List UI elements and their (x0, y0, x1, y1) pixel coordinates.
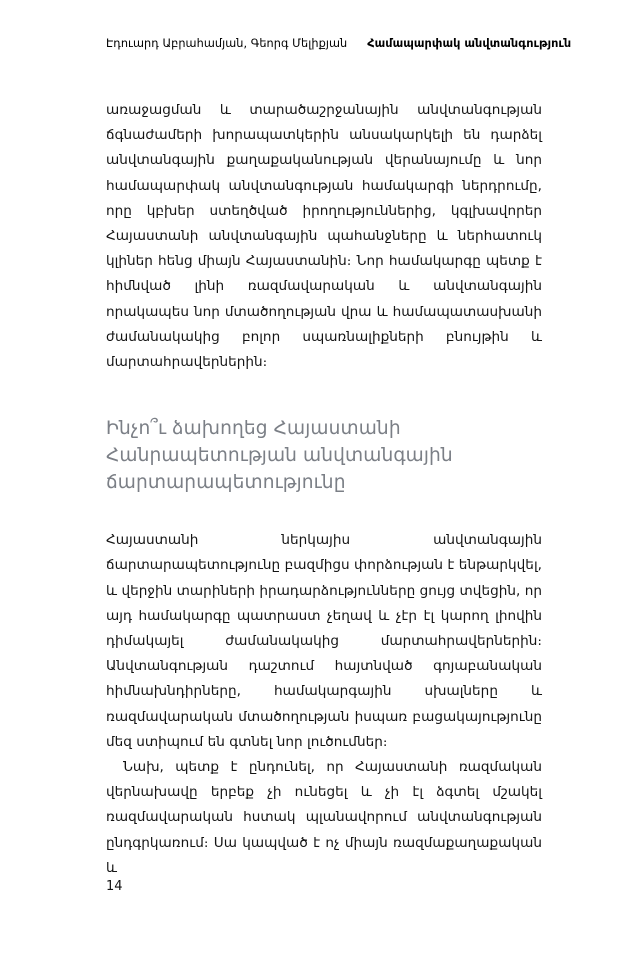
page-content (106, 98, 542, 881)
paragraph-continued: առաջացման և տարածաշրջանային անվտանգության ճգնաժամերի խորապատկերին անսակարկելի են դարձել անվտանգային քաղաքականության վերանայումը և նոր համապարփակ անվտանգության համակարգի ներդրումը, որը կբխեր ստեղծված իրողություններից, կգլխավորեր Հայաստանի անվտանգային պահանջները և ներհատուկ կլիներ հենց միայն Հայաստանին։ Նոր համակարգը պետք է հիմնված լինի ռազմավարական և անվտանգային որակապես նոր մտածողության վրա և համապատասխանի ժամանակակից բոլոր սպառնալիքների բնույթին և մարտահրավերներին։ (106, 102, 542, 371)
running-head-title: Համապարփակ անվտանգություն (367, 37, 572, 50)
heading-spacer-top (106, 375, 542, 415)
paragraph-body-1: Հայաստանի ներկայիս անվտանգային ճարտարապետությունը բազմիցս փորձության է ենթարկվել, և վերջին տարիների իրադարձությունները ցույց տվեցին, որ այդ համակարգը պատրաստ չեղավ և չէր էլ կարող լիովին դիմակայել ժամանակակից մարտահրավերներին։ Անվտանգության դաշտում հայտնված գոյաբանական հիմնախնդիրները, համակարգային սխալները և ռազմավարական մտածողության իսպառ բացակայությունը մեզ ստիպում են գտնել նոր լուծումներ։ (106, 532, 542, 750)
running-head-authors: Էդուարդ Աբրահամյան, Գեորգ Մելիքյան (106, 37, 348, 50)
section-heading: Ինչո՞ւ ձախողեց Հայաստանի Հանրապետության անվտանգային ճարտարապետությունը (106, 418, 453, 494)
heading-spacer-bottom (106, 496, 542, 528)
running-head (106, 37, 572, 51)
page-number: 14 (106, 879, 123, 894)
paragraph-body-2: Նախ, պետք է ընդունել, որ Հայաստանի ռազմական վերնախավը երբեք չի ունեցել և չի էլ ձգտել մշակել ռազմավարական հստակ պլանավորում անվտանգության ընդգրկառում։ Սա կապված է ոչ միայն ռազմաքաղաքական և (106, 759, 542, 876)
